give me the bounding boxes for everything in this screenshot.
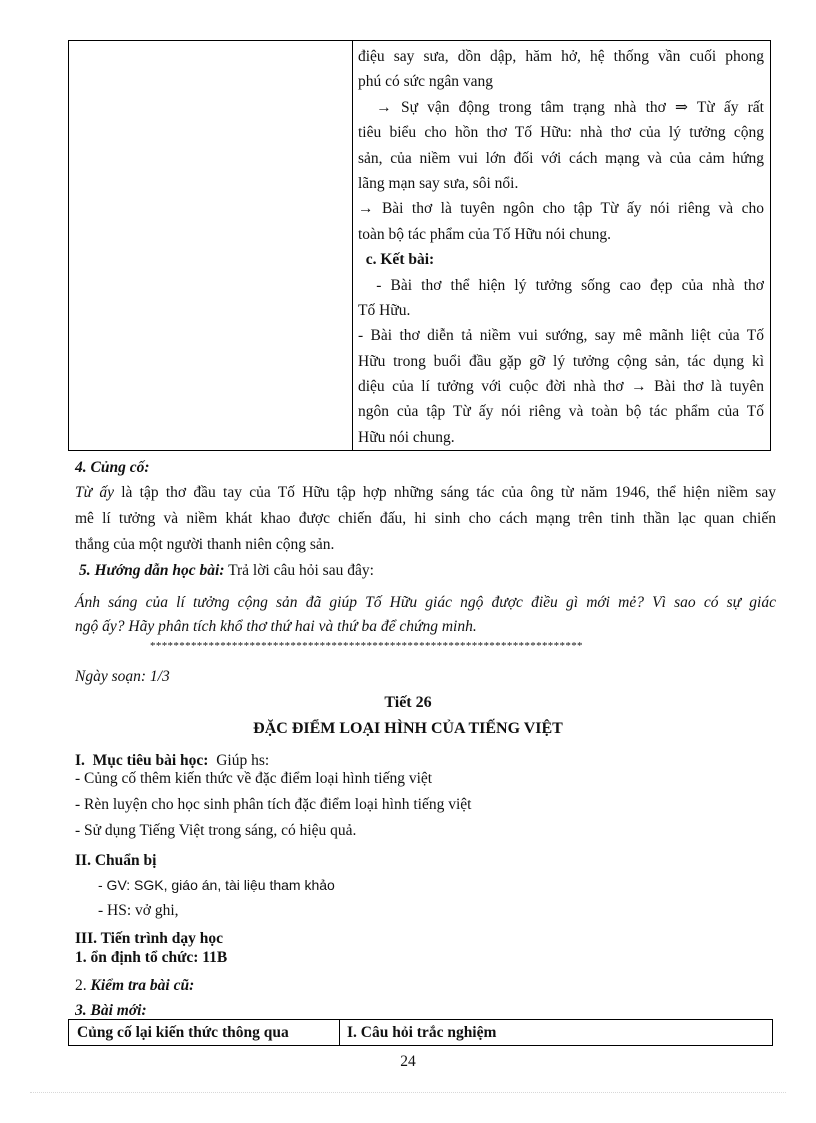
table-line: phú có sức ngân vang: [358, 73, 493, 91]
cung-co-text: là tập thơ đầu tay của Tố Hữu tập hợp những sáng tác của ông từ năm 1946, thể hiện niềm say: [113, 484, 776, 501]
huong-dan-text: Trả lời câu hỏi sau đây:: [224, 562, 374, 579]
objective-item: - Rèn luyện cho học sinh phân tích đặc điểm loại hình tiếng việt: [75, 796, 472, 813]
table-line: → Bài thơ là tuyên ngôn cho tập Từ ấy nói riêng và cho: [358, 200, 764, 218]
page-bottom-border: [30, 1092, 786, 1093]
table-line: - Bài thơ thể hiện lý tưởng sống cao đẹp của nhà thơ: [358, 276, 764, 294]
question-line-1: Ánh sáng của lí tưởng cộng sản đã giúp Tố Hữu giác ngộ được điều gì mới mẻ? Vì sao có sự giác: [75, 594, 776, 611]
section-3-heading: III. Tiến trình dạy học: [75, 930, 224, 947]
cung-co-line-3: thắng của một người thanh niên cộng sản.: [75, 536, 335, 553]
section-2-heading: II. Chuẩn bị: [75, 852, 157, 869]
cung-co-title: Từ ấy: [75, 484, 114, 501]
table-line: sản, của niềm vui lớn đối với cách mạng và của cảm hứng: [358, 149, 764, 167]
ket-bai-heading: c. Kết bài:: [358, 251, 435, 269]
table-line: tiêu biểu cho hồn thơ Tố Hữu: nhà thơ của lý tưởng cộng: [358, 124, 764, 142]
star-separator: **************************************************************************: [150, 640, 583, 652]
step-2-line: [75, 973, 194, 999]
objective-item: - Sử dụng Tiếng Việt trong sáng, có hiệu quả.: [75, 822, 357, 839]
table-line: Hữu nói chung.: [358, 428, 455, 446]
step-2-text: Kiểm tra bài cũ:: [90, 977, 195, 994]
cung-co-heading: 4. Củng cố:: [75, 459, 150, 476]
table-line: diệu của lí tưởng với cuộc đời nhà thơ → Bài thơ là tuyên: [358, 378, 764, 396]
table-line: Tố Hữu.: [358, 301, 411, 319]
table-line: Hữu trong buổi đầu gặp gỡ lý tưởng cộng sản, tác dụng kì: [358, 352, 764, 370]
section-1-heading: I. Mục tiêu bài học:: [75, 752, 209, 769]
table-bottom-right: I. Câu hỏi trắc nghiệm: [347, 1024, 497, 1041]
table-bottom-left: Củng cố lại kiến thức thông qua: [77, 1024, 289, 1041]
section-1-suffix: Giúp hs:: [208, 752, 270, 769]
table-line: - Bài thơ diễn tả niềm vui sướng, say mê mãnh liệt của Tố: [358, 327, 764, 345]
lesson-title: ĐẶC ĐIỂM LOẠI HÌNH CỦA TIẾNG VIỆT: [253, 720, 563, 737]
huong-dan-line: [79, 558, 374, 584]
step-3: 3. Bài mới:: [75, 1002, 147, 1019]
page-number: 24: [400, 1053, 416, 1070]
table-column-divider: [352, 41, 353, 450]
table-column-divider: [339, 1020, 340, 1045]
ngay-soan: Ngày soạn: 1/3: [75, 668, 170, 685]
table-line: toàn bộ tác phẩm của Tố Hữu nói chung.: [358, 225, 612, 243]
cung-co-line-2: mê lí tưởng và niềm khát khao được chiến đấu, hi sinh cho cách mạng trên tinh thần lạc quan chiến: [75, 510, 776, 527]
table-line: điệu say sưa, dồn dập, hăm hở, hệ thống vần cuối phong: [358, 48, 764, 65]
table-line: lãng mạn say sưa, sôi nổi.: [358, 174, 519, 192]
content-table-bottom: [68, 1019, 773, 1046]
objective-item: - Củng cố thêm kiến thức về đặc điểm loại hình tiếng việt: [75, 770, 433, 787]
prep-hs: - HS: vở ghi,: [98, 902, 179, 919]
huong-dan-heading: 5. Hướng dẫn học bài:: [79, 562, 225, 579]
table-right-cell: [358, 44, 764, 450]
prep-gv: - GV: SGK, giáo án, tài liệu tham khảo: [98, 877, 335, 893]
table-line: ngôn của tập Từ ấy nói riêng và toàn bộ tác phẩm của Tố: [358, 403, 764, 421]
step-2-number: 2.: [75, 977, 91, 994]
step-1: 1. ổn định tổ chức: 11B: [75, 949, 228, 966]
cung-co-line-1: [75, 480, 776, 506]
question-line-2: ngộ ấy? Hãy phân tích khổ thơ thứ hai và thứ ba để chứng minh.: [75, 618, 477, 635]
lesson-number: Tiết 26: [384, 694, 432, 711]
table-line: → Sự vận động trong tâm trạng nhà thơ ⇒ Từ ấy rất: [358, 98, 764, 116]
content-table-top: [68, 40, 771, 451]
